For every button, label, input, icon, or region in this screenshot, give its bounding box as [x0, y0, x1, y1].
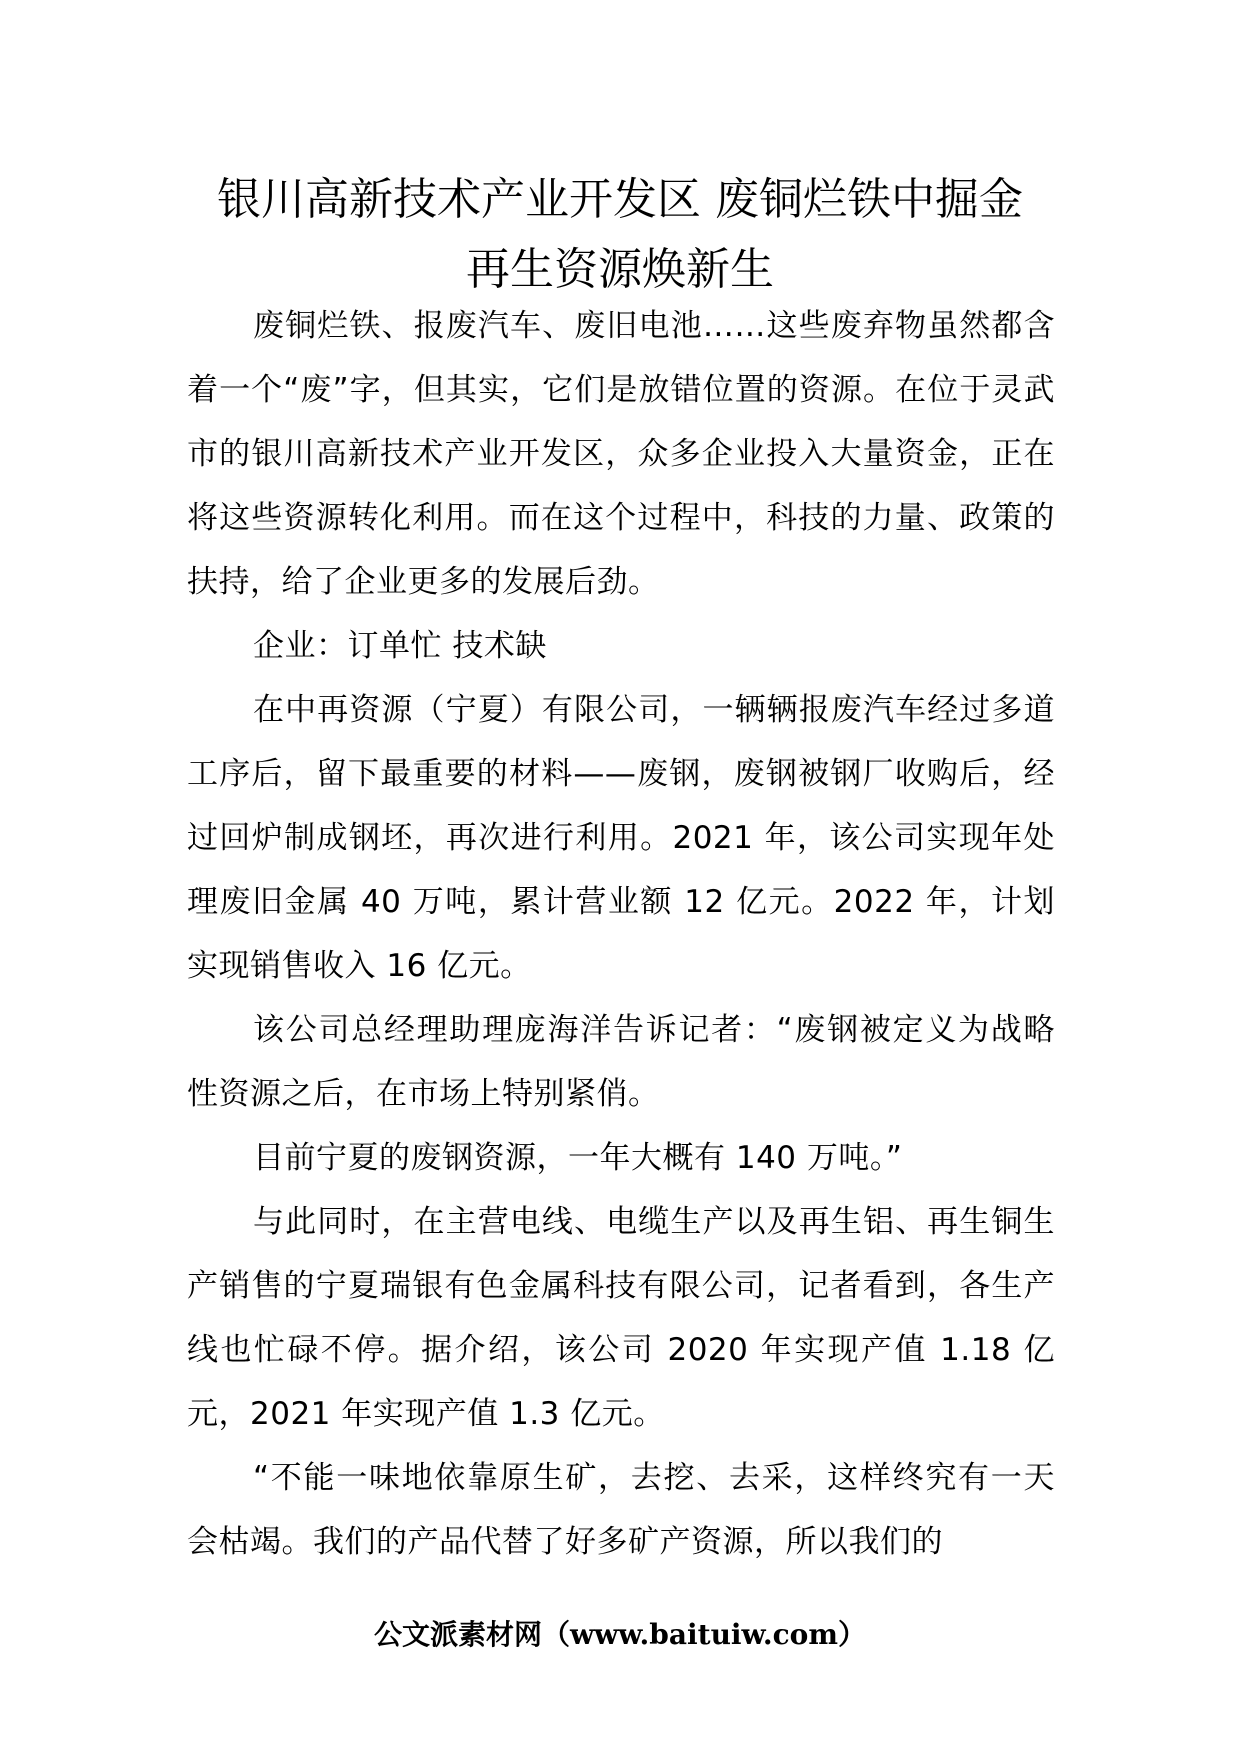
paragraph-intro: 废铜烂铁、报废汽车、废旧电池……这些废弃物虽然都含着一个“废”字，但其实，它们是放错位置的资源。在位于灵武市的银川高新技术产业开发区，众多企业投入大量资金，正在将这些资源转化利用。而在这个过程中，科技的力量、政策的扶持，给了企业更多的发展后劲。: [187, 308, 1055, 600]
paragraph-company-2: 与此同时，在主营电线、电缆生产以及再生铝、再生铜生产销售的宁夏瑞银有色金属科技有限公司，记者看到，各生产线也忙碌不停。据介绍，该公司 2020 年实现产值 1.18 亿元，2021 年实现产值 1.3 亿元。: [187, 1204, 1055, 1432]
title-line-1: 银川高新技术产业开发区 废铜烂铁中掘金: [217, 174, 1023, 225]
paragraph-quote-3: “不能一味地依靠原生矿，去挖、去采，这样终究有一天会枯竭。我们的产品代替了好多矿产资源，所以我们的: [187, 1460, 1055, 1560]
document-title: [180, 165, 1060, 305]
paragraph-quote-1: 该公司总经理助理庞海洋告诉记者：“废钢被定义为战略性资源之后，在市场上特别紧俏。: [187, 1012, 1055, 1112]
paragraph-subheading: 企业：订单忙 技术缺: [253, 628, 547, 664]
article-body: [187, 294, 1055, 1574]
title-line-2: 再生资源焕新生: [466, 244, 774, 295]
paragraph-company-1: 在中再资源（宁夏）有限公司，一辆辆报废汽车经过多道工序后，留下最重要的材料——废钢，废钢被钢厂收购后，经过回炉制成钢坯，再次进行利用。2021 年，该公司实现年处理废旧金属 40 万吨，累计营业额 12 亿元。2022 年，计划实现销售收入 16 亿元。: [187, 692, 1055, 984]
paragraph-quote-2: 目前宁夏的废钢资源，一年大概有 140 万吨。”: [253, 1140, 903, 1176]
footer-watermark: 公文派素材网（www.baituiw.com）: [374, 1618, 866, 1651]
